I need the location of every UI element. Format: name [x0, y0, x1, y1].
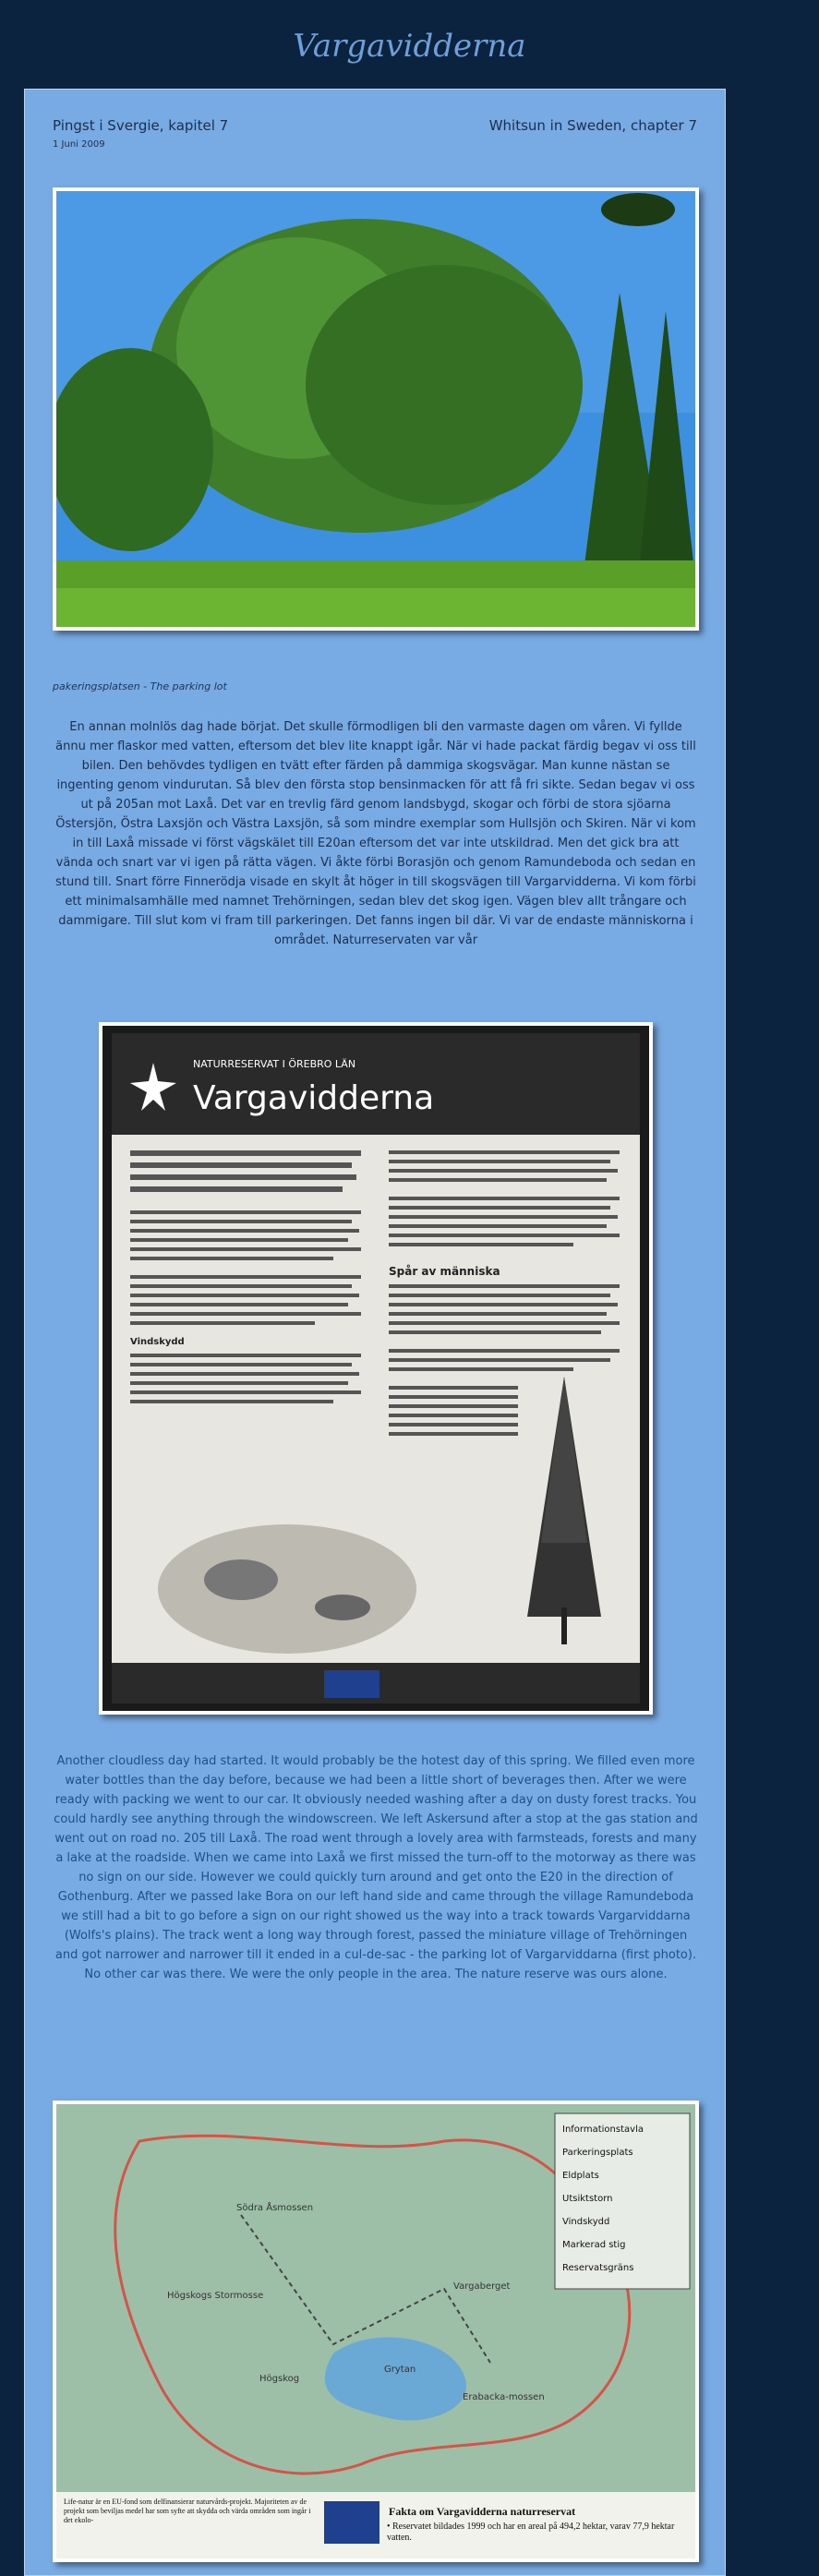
- post-panel: [24, 89, 726, 2576]
- reserve-sign-photo[interactable]: [99, 1022, 653, 1715]
- map-footer-fact: • Reservatet bildades 1999 och har en areal på 494,2 hektar, varav 77,9 hektar vatten.: [387, 2522, 675, 2543]
- sign-section-shelter: Vindskydd: [130, 1337, 185, 1347]
- legend-item-2: Eldplats: [562, 2171, 599, 2181]
- post-date: 1 Juni 2009: [53, 139, 105, 150]
- map-image: [56, 2104, 695, 2558]
- map-place-0: Södra Åsmossen: [236, 2203, 314, 2213]
- sign-header: NATURRESERVAT I ÖREBRO LÄN: [193, 1058, 356, 1070]
- post-title-english: Whitsun in Sweden, chapter 7: [488, 117, 697, 134]
- map-place-2: Vargaberget: [453, 2281, 511, 2292]
- sign-name: Vargavidderna: [193, 1079, 435, 1117]
- legend-item-0: Informationstavla: [562, 2125, 644, 2135]
- legend-item-4: Vindskydd: [562, 2217, 610, 2227]
- sign-section-human-traces: Spår av människa: [389, 1265, 500, 1278]
- legend-item-6: Reservatsgräns: [562, 2263, 634, 2273]
- legend-item-5: Markerad stig: [562, 2240, 626, 2250]
- map-footer-left: Life-natur är en EU-fond som delfinansierar naturvårds-projekt. Majoriteten av de projekt som beviljas medel har som syfte att skydda och värda områden som ingår i det ekolo-: [64, 2498, 311, 2524]
- legend-item-3: Utsiktstorn: [562, 2194, 613, 2204]
- map-place-3: Grytan: [384, 2365, 416, 2375]
- map-place-1: Högskogs Stormosse: [167, 2291, 264, 2301]
- english-paragraph: Another cloudless day had started. It would probably be the hotest day of this spring. We filled even more water bottles than the day before, because we had been a little short of beverages then. After we were ready with packing we went to our car. It obviously needed washing after a day on dusty forest tracks. You could hardly see anything through the windowscreen. We left Askersund after a stop at the gas station and went out on road no. 205 till Laxå. The road went through a lovely area with farmsteads, forests and many a lake at the roadside. When we came into Laxå we first missed the turn-off to the motorway as there was no sign on our side. However we could quickly turn around and get onto the E20 in the direction of Gothenburg. After we passed lake Bora on our left hand side and came through the village Ramundeboda we still had a bit to go before a sign on our right showed us the way into a track towards Vargarviddarna (Wolfs's plains). The track went a long way through forest, passed the miniature village of Trehörningen and got narrower and narrower till it ended in a cul-de-sac - the parking lot of Vargarviddarna (first photo). No other car was there. We were the only people in the area. The nature reserve was ours alone.: [54, 1754, 698, 1981]
- swedish-paragraph: En annan molnlös dag hade börjat. Det skulle förmodligen bli den varmaste dagen om våren. Vi fyllde ännu mer flaskor med vatten, eftersom det blev lite knappt igår. När vi hade packat färdig begav vi oss till bilen. Den behövdes tydligen en tvätt efter färden på dammiga skogsvägar. Man kunne nästan se ingenting genom vindurutan. Så blev den första stop bensinmacken för att få fri sikte. Sedan begav vi oss ut på 205an mot Laxå. Det var en trevlig färd genom landsbygd, skogar och förbi de stora sjöarna Östersjön, Östra Laxsjön och Västra Laxsjön, så som mindre exemplar som Hullsjön och Skiren. När vi kom in till Laxå missade vi först vägskälet till E20an eftersom det var inte utskildrad. Men det gick bra att vända och snart var vi igen på rätta vägen. Vi åkte förbi Borasjön och genom Ramundeboda och sedan en stund till. Snart förre Finnerödja visade en skylt åt höger in till skogsvägen till Vargarvidderna. Vi kom förbi ett minimalsamhälle med namnet Trehörningen, sedan blev det skog igen. Vägen blev allt trångare och dammigare. Till slut kom vi fram till parkeringen. Det fanns ingen bil där. Vi var de endaste människorna i området. Naturreservaten var vår: [55, 720, 696, 947]
- reserve-map-photo[interactable]: [53, 2101, 699, 2562]
- parking-photo-caption: pakeringsplatsen - The parking lot: [53, 680, 227, 692]
- site-title[interactable]: Vargavidderna: [293, 28, 526, 65]
- forest-image: [56, 191, 695, 627]
- map-place-5: Erabacka-mossen: [463, 2392, 545, 2402]
- sign-image: [102, 1026, 649, 1711]
- map-footer-title: Fakta om Vargavidderna naturreservat: [389, 2505, 576, 2518]
- parking-lot-photo[interactable]: [53, 187, 699, 631]
- legend-item-1: Parkeringsplats: [562, 2148, 633, 2158]
- map-place-4: Högskog: [259, 2374, 300, 2384]
- post-title-swedish: Pingst i Svergie, kapitel 7: [53, 117, 229, 134]
